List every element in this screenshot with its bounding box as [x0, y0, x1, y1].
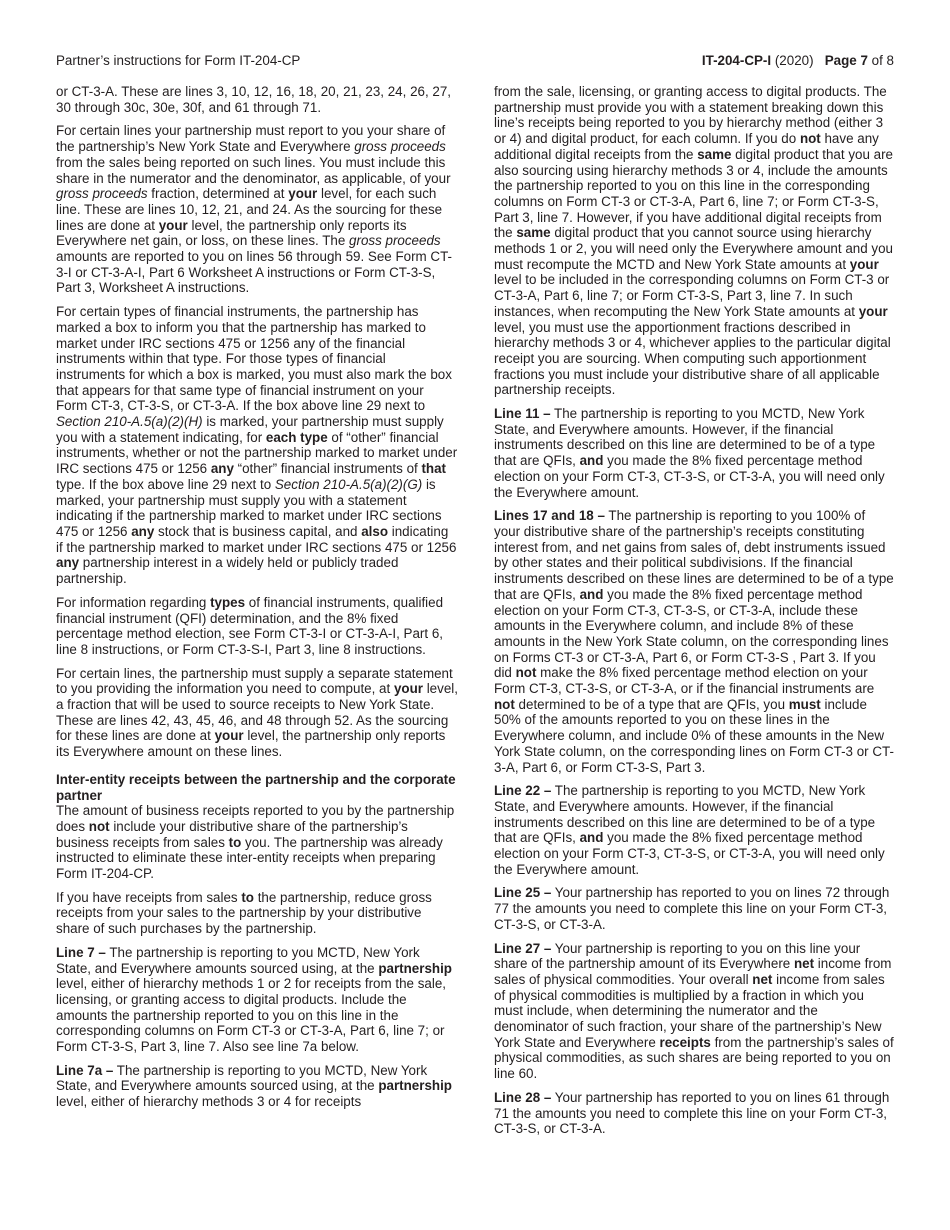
subheading-inter-entity: Inter-entity receipts between the partnership and the corporate partner — [56, 771, 456, 803]
paragraph-line-28: Line 28 – Your partnership has reported to you on lines 61 through 71 the amounts you need to complete this line on your Form CT-3, CT-3-S, or CT-3-A. — [494, 1089, 890, 1137]
paragraph-inter-entity: The amount of business receipts reported to you by the partnership does not include your distributive share of the partnership’s business receipts from sales to you. The partnership was already instructed to eliminate these inter-entity receipts when preparing Form IT-204-CP. — [56, 803, 455, 882]
paragraph-line-7a-cont: from the sale, licensing, or granting access to digital products. The partnership must provide you with a statement breaking down this line’s receipts being reported to you by hierarchy method (either 3 or 4) and digital product, for each column. If you do not have any additional digital receipts from the same digital product that you are also sourcing using hierarchy methods 3 or 4, include the amounts the partnership reported to you on this line in the corresponding columns on Form CT-3 or CT-3-A, Part 6, line 7; or Form CT-3-S, Part 3, line 7. However, if you have additional digital receipts from the same digital product that you cannot source using hierarchy methods 1 or 2, you will need only the Everywhere amount and you must recompute the MCTD and New York State amounts at your level to be included in the corresponding columns on Form CT-3 or CT-3-A, Part 6, line 7; or Form CT-3-S, Part 3, line 7. In such instances, when recomputing the New York State amounts at your level, you must use the apportionment fractions described in hierarchy methods 3 or 4, whichever applies to the particular digital receipt you are sourcing. When computing such apportionment fractions you must include your distributive share of all applicable partnership receipts. — [494, 84, 893, 398]
paragraph: or CT-3-A. These are lines 3, 10, 12, 16, 18, 20, 21, 23, 24, 26, 27, 30 through 30c, 30e, 30f, and 61 through 71. — [56, 84, 452, 115]
paragraph-line-22: Line 22 – The partnership is reporting to you MCTD, New York State, and Everywhere amounts. However, if the financial instruments described on this line are determined to be of a type that are QFIs, and you made the 8% fixed percentage method election on your Form CT-3, CT-3-S, or CT-3-A, you will need only the Everywhere amount. — [494, 783, 885, 877]
right-column — [494, 84, 894, 1145]
paragraph-line-27: Line 27 – Your partnership is reporting to you on this line your share of the partnership amount of its Everywhere net income from sales of physical commodities. Your overall net income from sales of physical commodities is multiplied by a fraction in which you must include, when determining the numerator and the denominator of such fraction, your share of the partnership’s New York State and Everywhere receipts from the partnership’s sales of physical commodities, as such shares are being reported to you on line 60. — [494, 940, 894, 1082]
header-page-of: of 8 — [871, 53, 894, 68]
page-header — [56, 52, 894, 70]
paragraph-line-25: Line 25 – Your partnership has reported to you on lines 72 through 77 the amounts you need to complete this line on your Form CT-3, CT-3-S, or CT-3-A. — [494, 885, 890, 932]
paragraph-line-11: Line 11 – The partnership is reporting to you MCTD, New York State, and Everywhere amounts. However, if the financial instruments described on this line are determined to be of a type that are QFIs, and you made the 8% fixed percentage method election on your Form CT-3, CT-3-S, or CT-3-A, you will need only the Everywhere amount. — [494, 406, 885, 500]
header-form-number: IT-204-CP-I — [701, 53, 772, 68]
paragraph-separate-statement: For certain lines, the partnership must supply a separate statement to you providing the information you need to compute, at your level, a fraction that will be used to source receipts to New York State. These are lines 42, 43, 45, 46, and 48 through 52. As the sourcing for these lines are done at your level, the partnership only reports its Everywhere amount on these lines. — [56, 665, 458, 760]
paragraph-line-7: Line 7 – The partnership is reporting to you MCTD, New York State, and Everywhere amounts sourced using, at the partnership level, either of hierarchy methods 1 or 2 for receipts from the sale, licensing, or granting access to digital products. Include the amounts the partnership reported to you on this line in the corresponding columns on Form CT-3 or CT-3-A, Part 6, line 7; or Form CT-3-S, Part 3, line 7. Also see line 7a below. — [56, 944, 452, 1055]
header-page-label: Page 7 — [824, 53, 868, 68]
paragraph-reduce-receipts: If you have receipts from sales to the partnership, reduce gross receipts from your sales to the partnership by your distributive share of such purchases by the partnership. — [56, 889, 432, 937]
paragraph-qfi: For information regarding types of financial instruments, qualified financial instrument (QFI) determination, and the 8% fixed percentage method election, see Form CT-3-I or CT-3-A-I, Part 6, line 8 instructions, or Form CT-3-S-I, Part 3, line 8 instructions. — [56, 594, 444, 657]
header-year: (2020) — [774, 53, 814, 68]
paragraph-gross-proceeds: For certain lines your partnership must report to you your share of the partnership’s New York State and Everywhere gross proceeds from the sales being reported on such lines. You must include this share in the numerator and the denominator, as applicable, of your gross proceeds fraction, determined at your level, for each such line. These are lines 10, 12, 21, and 24. As the sourcing for these lines are done at your level, the partnership only reports its Everywhere net gain, or loss, on these lines. The gross proceeds amounts are reported to you on lines 56 through 59. See Form CT-3-I or CT-3-A-I, Part 6 Worksheet A instructions or Form CT-3-S, Part 3, Worksheet A instructions. — [56, 123, 452, 296]
header-title: Partner’s instructions for Form IT-204-CP — [56, 53, 301, 68]
header-page-info — [702, 52, 894, 70]
paragraph-lines-17-18: Lines 17 and 18 – The partnership is reporting to you 100% of your distributive share of the partnership’s receipts constituting interest from, and net gains from sales of, debt instruments issued by other states and their political subdivisions. If the financial instruments described on these lines are determined to be of a type that are QFIs, and you made the 8% fixed percentage method election on your Form CT-3, CT-3-S, or CT-3-A, include these amounts in the Everywhere column, and include 8% of these amounts in the New York State column, on the corresponding lines on Forms CT-3 or CT-3-A, Part 6, or Form CT-3-S , Part 3. If you did not make the 8% fixed percentage method election on your Form CT-3, CT-3-S, or CT-3-A, or if the financial instruments are not determined to be of a type that are QFIs, you must include 50% of the amounts reported to you on these lines in the Everywhere column, and include 0% of these amounts in the New York State column, on the corresponding lines on Form CT-3 or CT-3-A, Part 6, or Form CT-3-S, Part 3. — [494, 508, 894, 775]
paragraph-financial-instruments: For certain types of financial instruments, the partnership has marked a box to inform you that the partnership has marked to market under IRC sections 475 or 1256 any of the financial instruments within that type. For those types of financial instruments for which a box is marked, you must also mark the box that appears for that same type of financial instrument on your Form CT-3, CT-3-S, or CT-3-A. If the box above line 29 next to Section 210-A.5(a)(2)(H) is marked, your partnership must supply you with a statement indicating, for each type of “other” financial instruments, whether or not the partnership marked to market under IRC sections 475 or 1256 any “other” financial instruments of that type. If the box above line 29 next to Section 210-A.5(a)(2)(G) is marked, your partnership must supply you with a statement indicating if the partnership marked to market under IRC sections 475 or 1256 any stock that is business capital, and also indicating if the partnership marked to market under IRC sections 475 or 1256 any partnership interest in a widely held or publicly traded partnership. — [56, 304, 458, 587]
paragraph-line-7a: Line 7a – The partnership is reporting to you MCTD, New York State, and Everywhere amounts sourced using, at the partnership level, either of hierarchy methods 3 or 4 for receipts — [56, 1062, 452, 1110]
left-column — [56, 84, 458, 1118]
